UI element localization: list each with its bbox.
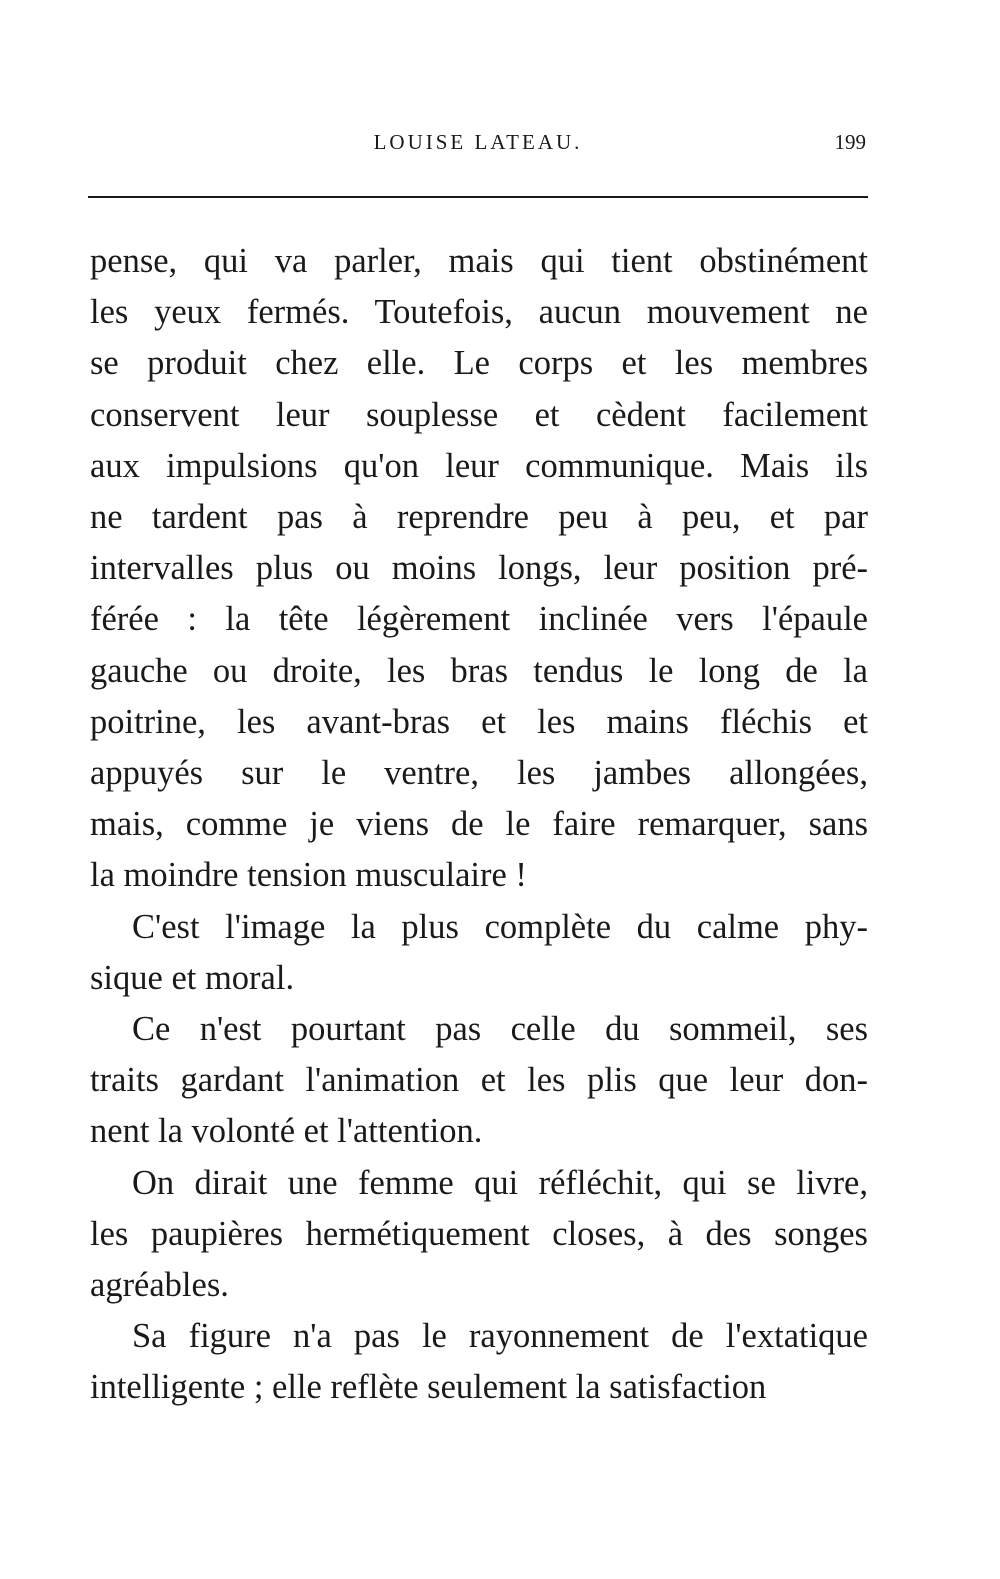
header-rule — [88, 196, 868, 198]
page-number: 199 — [834, 130, 866, 154]
text-line: ne tardent pas à reprendre peu à peu, et par — [90, 498, 868, 537]
text-line: intervalles plus ou moins longs, leur position pré- — [90, 549, 868, 588]
text-line: pense, qui va parler, mais qui tient obstinément — [90, 242, 868, 280]
text-line: traits gardant l'animation et les plis que leur don- — [90, 1061, 868, 1100]
text-line: Ce n'est pourtant pas celle du sommeil, ses — [132, 1010, 868, 1049]
text-line: férée : la tête légèrement inclinée vers l'épaule — [90, 600, 868, 639]
text-line: C'est l'image la plus complète du calme phy- — [132, 907, 868, 946]
paragraph — [90, 902, 868, 1004]
text-line: la moindre tension musculaire ! — [90, 856, 527, 895]
paragraph — [90, 1311, 868, 1413]
text-line: intelligente ; elle reflète seulement la satisfaction — [90, 1368, 767, 1407]
text-line: appuyés sur le ventre, les jambes allongées, — [90, 754, 868, 793]
paragraph — [90, 1158, 868, 1312]
text-line: les yeux fermés. Toutefois, aucun mouvement ne — [90, 293, 868, 332]
text-line: sique et moral. — [90, 958, 295, 997]
text-line: nent la volonté et l'attention. — [90, 1112, 483, 1151]
text-line: mais, comme je viens de le faire remarquer, sans — [90, 805, 868, 844]
text-line: les paupières hermétiquement closes, à des songes — [90, 1214, 868, 1253]
body-text — [90, 236, 868, 1414]
running-title: LOUISE LATEAU. — [373, 130, 583, 154]
text-line: agréables. — [90, 1266, 229, 1305]
text-line: gauche ou droite, les bras tendus le long de la — [90, 651, 868, 690]
text-line: aux impulsions qu'on leur communique. Mais ils — [90, 446, 868, 485]
paragraph — [90, 236, 868, 902]
text-line: se produit chez elle. Le corps et les membres — [90, 344, 868, 383]
text-line: conservent leur souplesse et cèdent facilement — [90, 395, 868, 434]
text-line: On dirait une femme qui réfléchit, qui se livre, — [132, 1163, 868, 1202]
text-line: Sa figure n'a pas le rayonnement de l'extatique — [132, 1317, 868, 1356]
text-line: poitrine, les avant-bras et les mains fléchis et — [90, 702, 868, 741]
paragraph — [90, 1004, 868, 1158]
running-head — [88, 130, 868, 160]
